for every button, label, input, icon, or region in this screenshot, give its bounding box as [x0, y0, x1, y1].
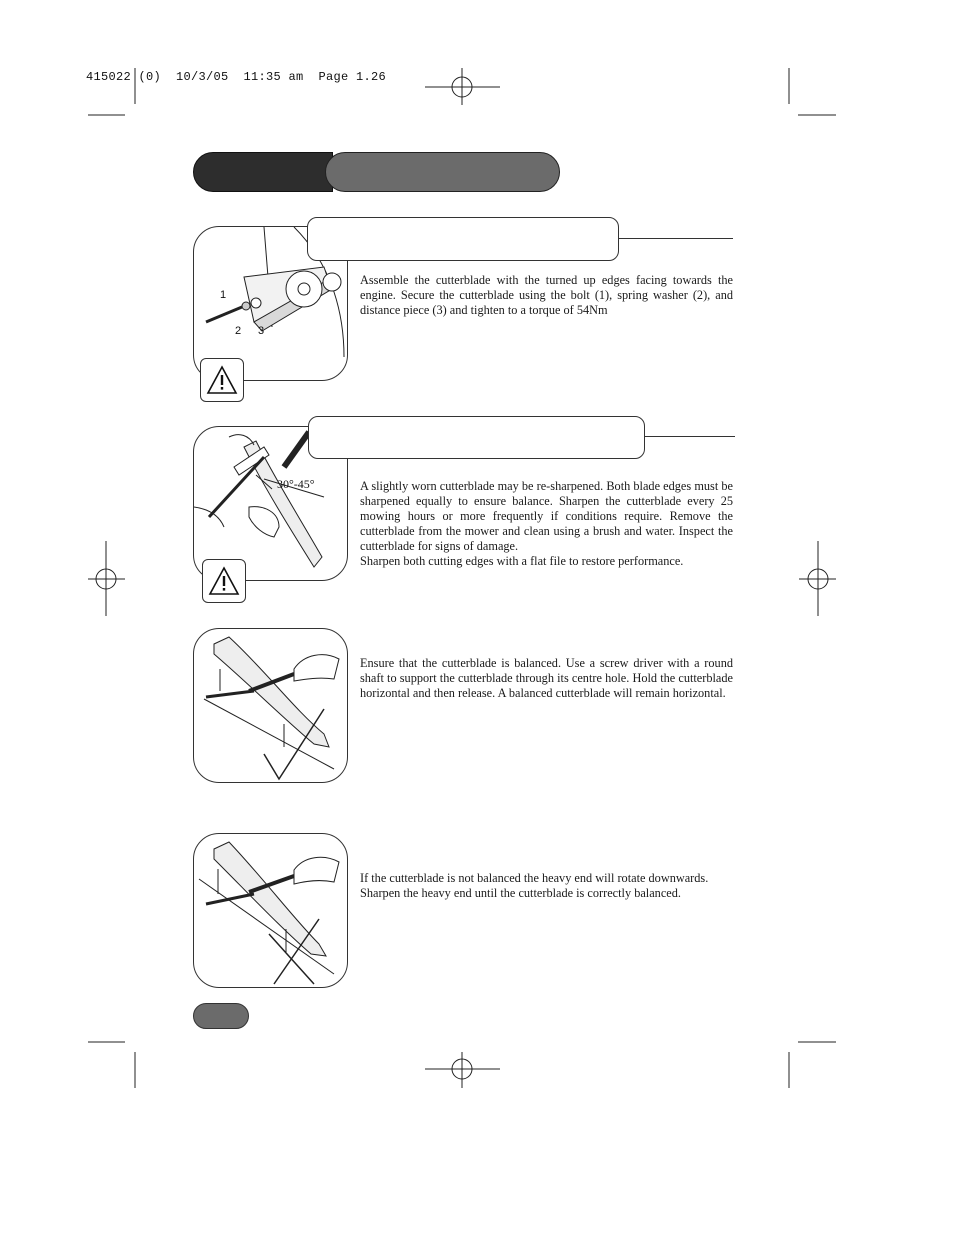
- registration-crosshair-icon: [799, 541, 836, 616]
- assemble-paragraph: Assemble the cutterblade with the turned up edges facing towards the engine. Secure the cutterblade using the bolt (1), spring washer (2), and distance piece (3) and tighten to a torque of 54Nm: [360, 273, 733, 317]
- sharpen-heading-box: [308, 416, 645, 459]
- page-number-pill: [193, 1003, 249, 1029]
- callout-2: 2: [235, 325, 242, 337]
- balance-paragraph: Ensure that the cutterblade is balanced. Use a screw driver with a round shaft to support the cutterblade through its centre hole. Hold the cutterblade horizontal and then release. A balanced cutterblade will remain horizontal.: [360, 656, 733, 700]
- warning-triangle-icon: [200, 358, 244, 402]
- unbalanced-figure: [193, 833, 348, 988]
- sharpen-paragraph-1: A slightly worn cutterblade may be re-sharpened. Both blade edges must be sharpened equally to ensure balance. Sharpen the cutterblade every 25 mowing hours or more frequently if conditions require. Remove the cutterblade from the mower and clean using a brush and water. Inspect the cutterblade for signs of damage.: [360, 479, 733, 553]
- balance-figure: [193, 628, 348, 783]
- callout-1: 1: [220, 289, 227, 301]
- section-tab-dark: [193, 152, 333, 192]
- assemble-text: [360, 273, 733, 318]
- sharpen-heading-rule: [645, 436, 735, 437]
- callout-3: 3: [258, 325, 265, 337]
- assemble-heading-box: [307, 217, 619, 261]
- section-tab-grey: [325, 152, 560, 192]
- assemble-heading-rule: [619, 238, 733, 239]
- registration-crosshair-icon: [425, 68, 500, 105]
- unbalanced-paragraph: If the cutterblade is not balanced the heavy end will rotate downwards. Sharpen the heavy end until the cutterblade is correctly balanced.: [360, 871, 709, 900]
- sharpen-text: [360, 479, 733, 569]
- sharpen-paragraph-2: Sharpen both cutting edges with a flat file to restore performance.: [360, 554, 684, 568]
- registration-crosshair-icon: [425, 1052, 500, 1088]
- registration-crosshair-icon: [88, 541, 125, 616]
- warning-triangle-icon: [202, 559, 246, 603]
- balance-text: [360, 656, 733, 701]
- printer-slug: 415022 (0) 10/3/05 11:35 am Page 1.26: [86, 70, 387, 84]
- unbalanced-text: [360, 871, 733, 901]
- unbalanced-blade-illustration: [194, 834, 348, 988]
- sharpen-angle-label: 30°-45°: [277, 477, 315, 491]
- balanced-blade-illustration: [194, 629, 348, 783]
